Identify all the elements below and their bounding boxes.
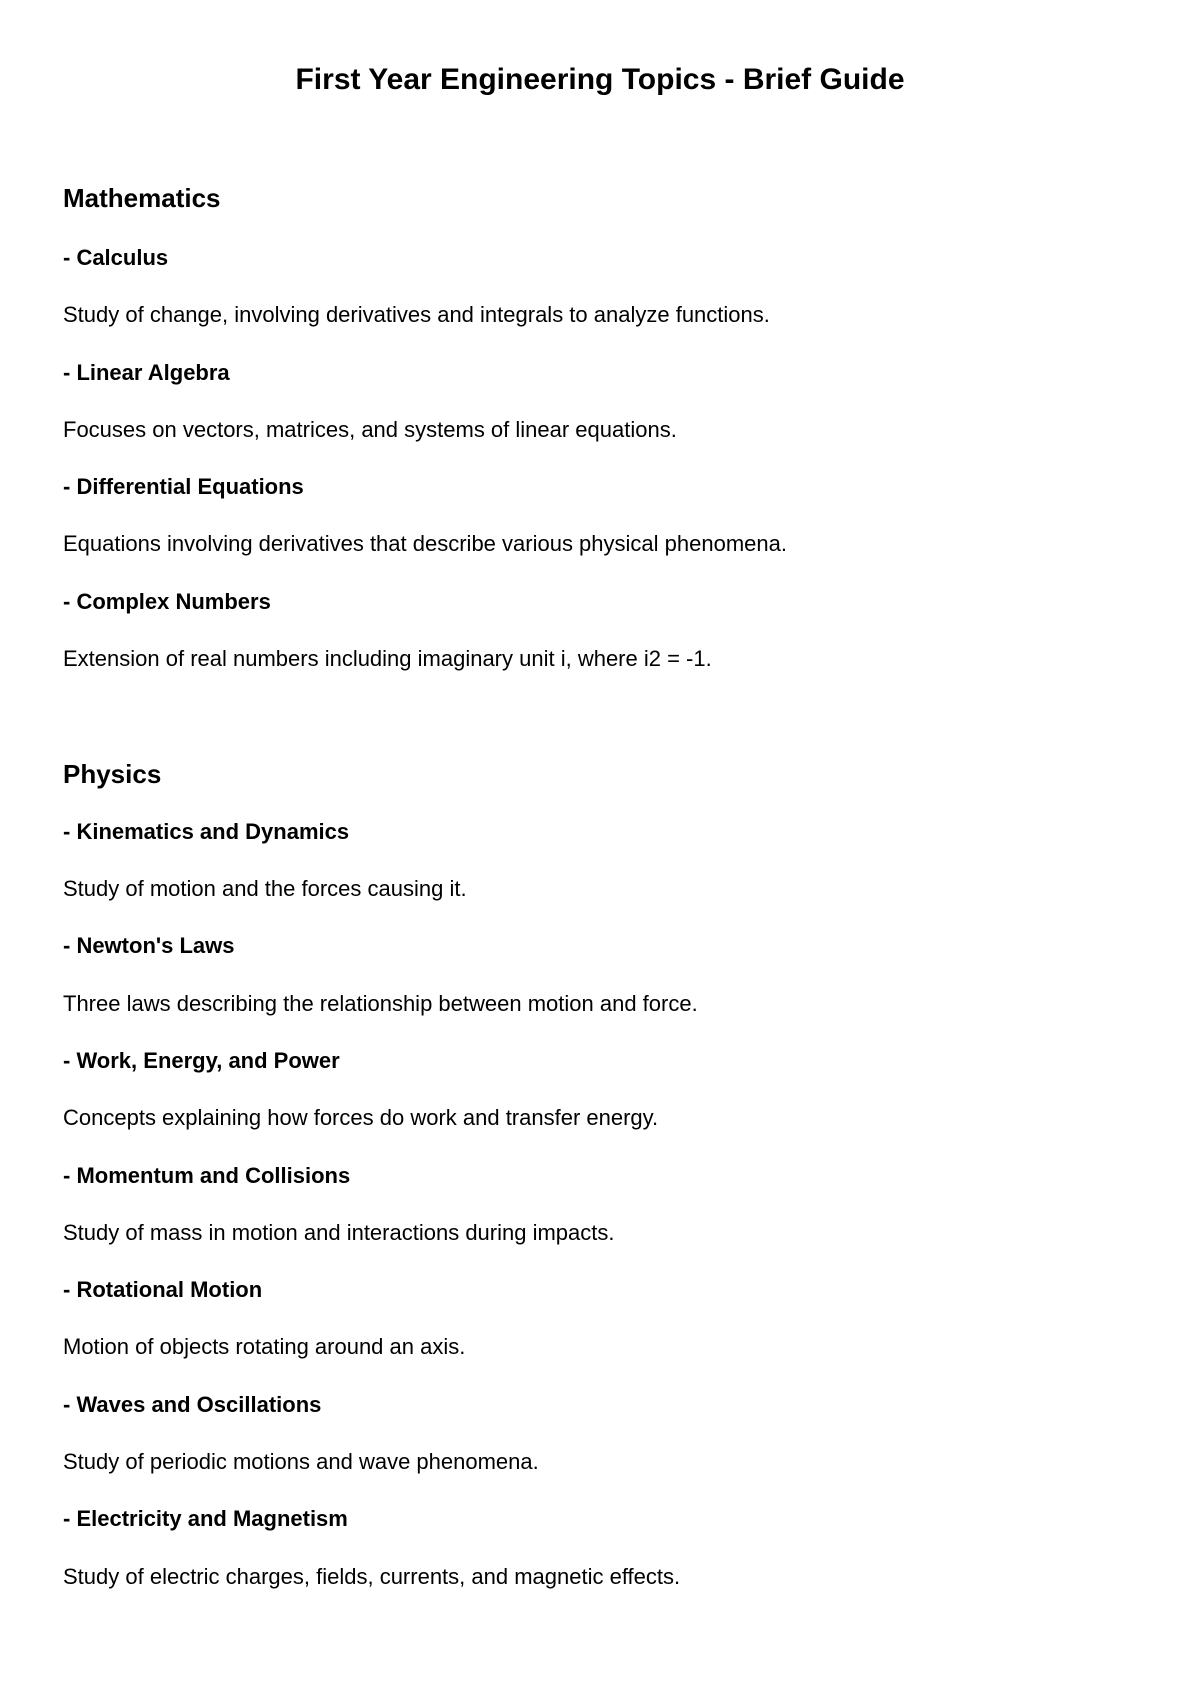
- topic-description-calculus: Study of change, involving derivatives and integrals to analyze functions.: [63, 302, 770, 327]
- topic-description-differential-equations: Equations involving derivatives that describe various physical phenomena.: [63, 531, 787, 556]
- topic-title-kinematics-and-dynamics: - Kinematics and Dynamics: [63, 819, 350, 844]
- topic-title-momentum-and-collisions: - Momentum and Collisions: [63, 1163, 351, 1188]
- topic-description-rotational-motion: Motion of objects rotating around an axis.: [63, 1334, 466, 1359]
- topic-description-momentum-and-collisions: Study of mass in motion and interactions during impacts.: [63, 1220, 615, 1245]
- topic-description-work-energy-power: Concepts explaining how forces do work and transfer energy.: [63, 1105, 659, 1130]
- topic-title-complex-numbers: - Complex Numbers: [63, 589, 271, 614]
- section-heading-physics: Physics: [63, 759, 162, 789]
- topic-description-linear-algebra: Focuses on vectors, matrices, and systems of linear equations.: [63, 417, 677, 442]
- topic-description-complex-numbers: Extension of real numbers including imaginary unit i, where i2 = -1.: [63, 646, 712, 671]
- document-title: First Year Engineering Topics - Brief Guide: [295, 63, 905, 96]
- section-heading-mathematics: Mathematics: [63, 183, 221, 213]
- topic-description-newtons-laws: Three laws describing the relationship between motion and force.: [63, 991, 698, 1016]
- topic-title-newtons-laws: - Newton's Laws: [63, 933, 235, 958]
- topic-title-waves-and-oscillations: - Waves and Oscillations: [63, 1392, 322, 1417]
- topic-title-electricity-and-magnetism: - Electricity and Magnetism: [63, 1506, 348, 1531]
- topic-title-differential-equations: - Differential Equations: [63, 474, 304, 499]
- topic-title-calculus: - Calculus: [63, 245, 169, 270]
- topic-title-rotational-motion: - Rotational Motion: [63, 1277, 263, 1302]
- topic-description-electricity-and-magnetism: Study of electric charges, fields, currents, and magnetic effects.: [63, 1564, 681, 1589]
- topic-title-work-energy-power: - Work, Energy, and Power: [63, 1048, 340, 1073]
- topic-description-waves-and-oscillations: Study of periodic motions and wave phenomena.: [63, 1449, 539, 1474]
- topic-description-kinematics-and-dynamics: Study of motion and the forces causing it.: [63, 876, 467, 901]
- topic-title-linear-algebra: - Linear Algebra: [63, 360, 230, 385]
